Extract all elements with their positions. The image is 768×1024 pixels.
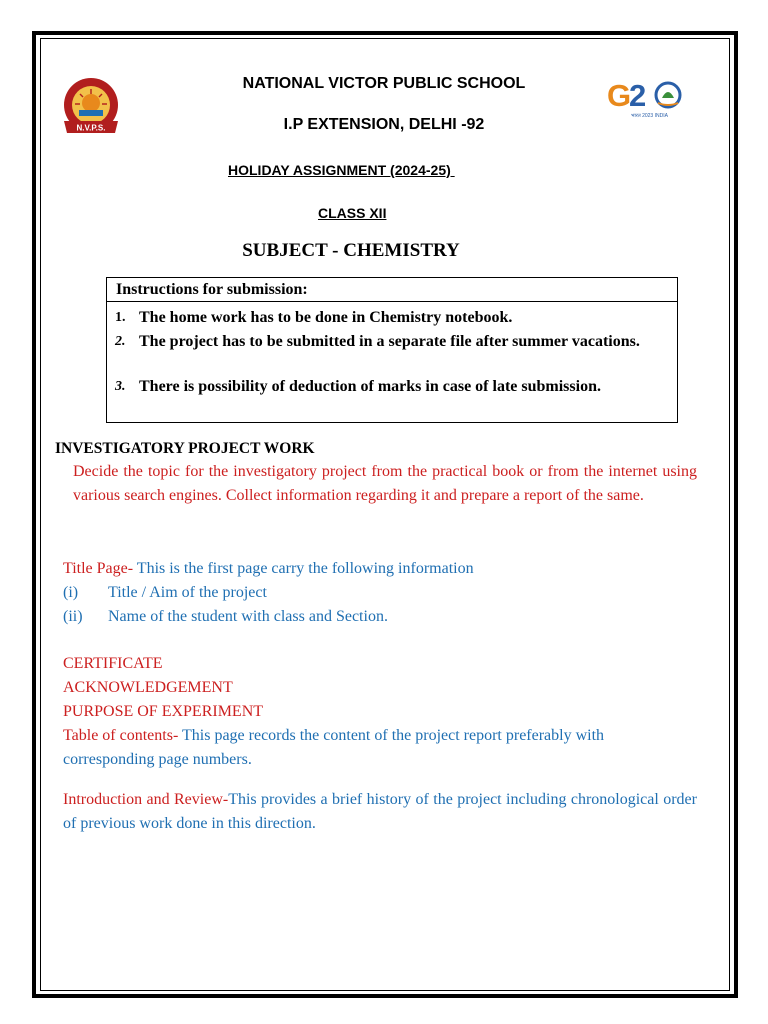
title-item: (i) Title / Aim of the project xyxy=(63,584,267,601)
instruction-text: There is possibility of deduction of marks in case of late submission. xyxy=(139,378,601,395)
instruction-text: The home work has to be done in Chemistry notebook. xyxy=(139,309,513,326)
certificate-heading: CERTIFICATE xyxy=(63,655,163,672)
school-name: NATIONAL VICTOR PUBLIC SCHOOL xyxy=(242,75,526,92)
acknowledgement-heading: ACKNOWLEDGEMENT xyxy=(63,679,233,696)
title-page-text: This is the first page carry the following information xyxy=(133,560,474,577)
assignment-title: HOLIDAY ASSIGNMENT (2024-25) xyxy=(228,162,455,178)
svg-text:G: G xyxy=(607,78,632,113)
section-heading: INVESTIGATORY PROJECT WORK xyxy=(55,440,315,457)
svg-text:भारत 2023 INDIA: भारत 2023 INDIA xyxy=(631,113,668,119)
subject-title: SUBJECT - CHEMISTRY xyxy=(242,240,460,261)
title-page-label: Title Page- xyxy=(63,560,134,577)
instruction-number: 2. xyxy=(115,334,126,349)
school-address: I.P EXTENSION, DELHI -92 xyxy=(283,116,485,133)
page-border-inner xyxy=(40,38,730,991)
intro-review-paragraph xyxy=(63,788,697,836)
svg-text:N.V.P.S.: N.V.P.S. xyxy=(76,123,106,133)
intro-review-label: Introduction and Review- xyxy=(63,791,229,808)
instruction-number: 3. xyxy=(115,379,126,394)
project-intro: Decide the topic for the investigatory project from the practical book or from the internet using various search engines. Collect information regarding it and prepare a report of the same. xyxy=(73,463,697,504)
toc-label: Table of contents- xyxy=(63,727,179,744)
instruction-number: 1. xyxy=(115,310,126,325)
title-page-line xyxy=(63,557,474,581)
purpose-heading: PURPOSE OF EXPERIMENT xyxy=(63,703,264,720)
instruction-text: The project has to be submitted in a separate file after summer vacations. xyxy=(139,333,640,350)
instructions-box xyxy=(106,277,678,423)
instructions-heading: Instructions for submission: xyxy=(107,278,677,302)
toc-text: This page records the content of the project report preferably with corresponding page numbers. xyxy=(63,727,605,768)
title-item: (ii) Name of the student with class and Section. xyxy=(63,608,388,625)
toc-paragraph xyxy=(63,724,667,772)
intro-review-text: This provides a brief history of the project including chronological order of previous work done in this direction. xyxy=(63,791,697,832)
svg-text:2: 2 xyxy=(629,78,647,113)
class-label: CLASS XII xyxy=(318,205,387,221)
